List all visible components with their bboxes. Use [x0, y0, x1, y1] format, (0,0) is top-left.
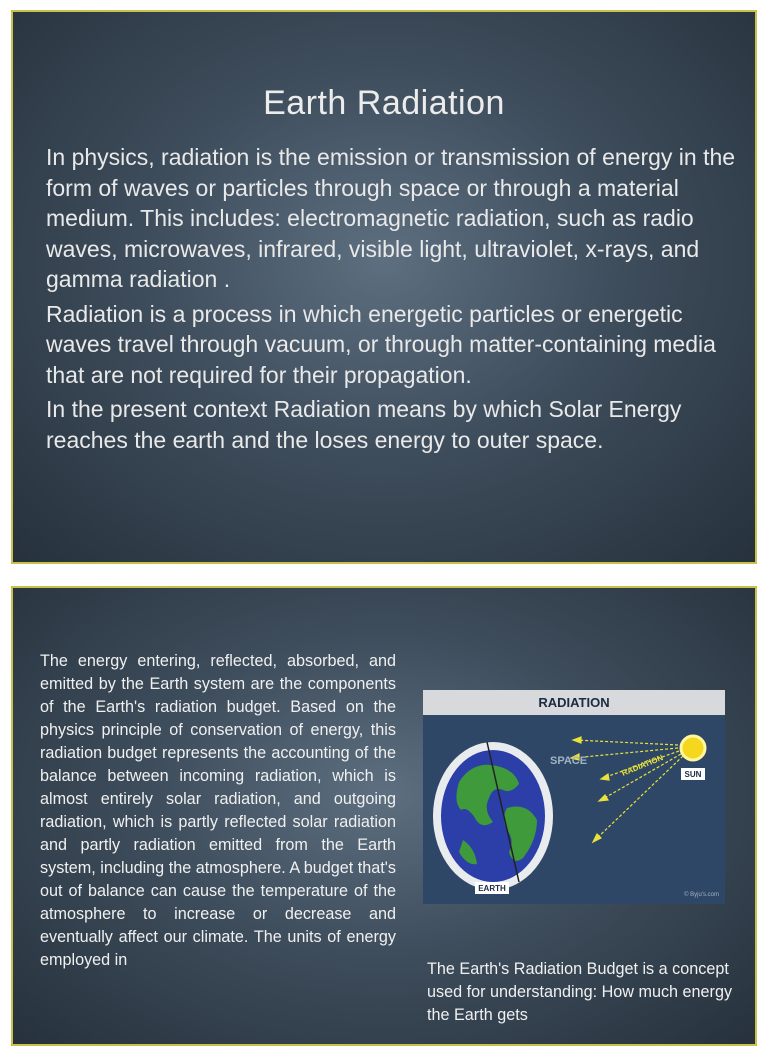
- space-label: SPACE: [550, 755, 588, 767]
- radiation-budget-caption: The Earth's Radiation Budget is a concept used for understanding: How much energy the Earth gets: [427, 960, 733, 1024]
- radiation-diagram: [423, 690, 725, 904]
- radiation-budget-text: The energy entering, reflected, absorbed, and emitted by the Earth system are the components of the Earth's radiation budget. Based on the physics principle of conservation of energy, this radiation budget represents the accounting of the balance between incoming radiation, which is almost entirely solar radiation, and outgoing radiation, which is partly reflected solar radiation and partly radiation emitted from the Earth system, including the atmosphere. A budget that's out of balance can cause the temperature of the atmosphere to increase or decrease and eventually affect our climate. The units of energy employed in: [40, 652, 396, 969]
- radiation-arrows: [571, 737, 683, 842]
- slide-title: Earth Radiation: [263, 84, 505, 122]
- sun-label: SUN: [684, 770, 702, 779]
- paragraph-definition: In physics, radiation is the emission or transmission of energy in the form of waves or particles through space or through a material medium. This includes: electromagnetic radiation, such as radio waves, microwaves, infrared, visible light, ultraviolet, x-rays, and gamma radiation .: [46, 144, 736, 292]
- slide-earth-radiation: [11, 10, 757, 564]
- earth-label: EARTH: [478, 884, 506, 893]
- radiation-diagram-graphic: [423, 690, 725, 904]
- radiation-label: RADIATION: [620, 753, 665, 778]
- paragraph-process: Radiation is a process in which energetic particles or energetic waves travel through vacuum, or through matter-containing media that are not required for their propagation.: [46, 300, 716, 388]
- paragraph-context: In the present context Radiation means by which Solar Energy reaches the earth and the loses energy to outer space.: [46, 396, 682, 453]
- sun-icon: [681, 736, 705, 760]
- diagram-header: RADIATION: [423, 690, 725, 715]
- figure-credit: © Byju's.com: [684, 892, 719, 898]
- slide-radiation-budget: [11, 586, 757, 1046]
- slide-body: [46, 142, 736, 459]
